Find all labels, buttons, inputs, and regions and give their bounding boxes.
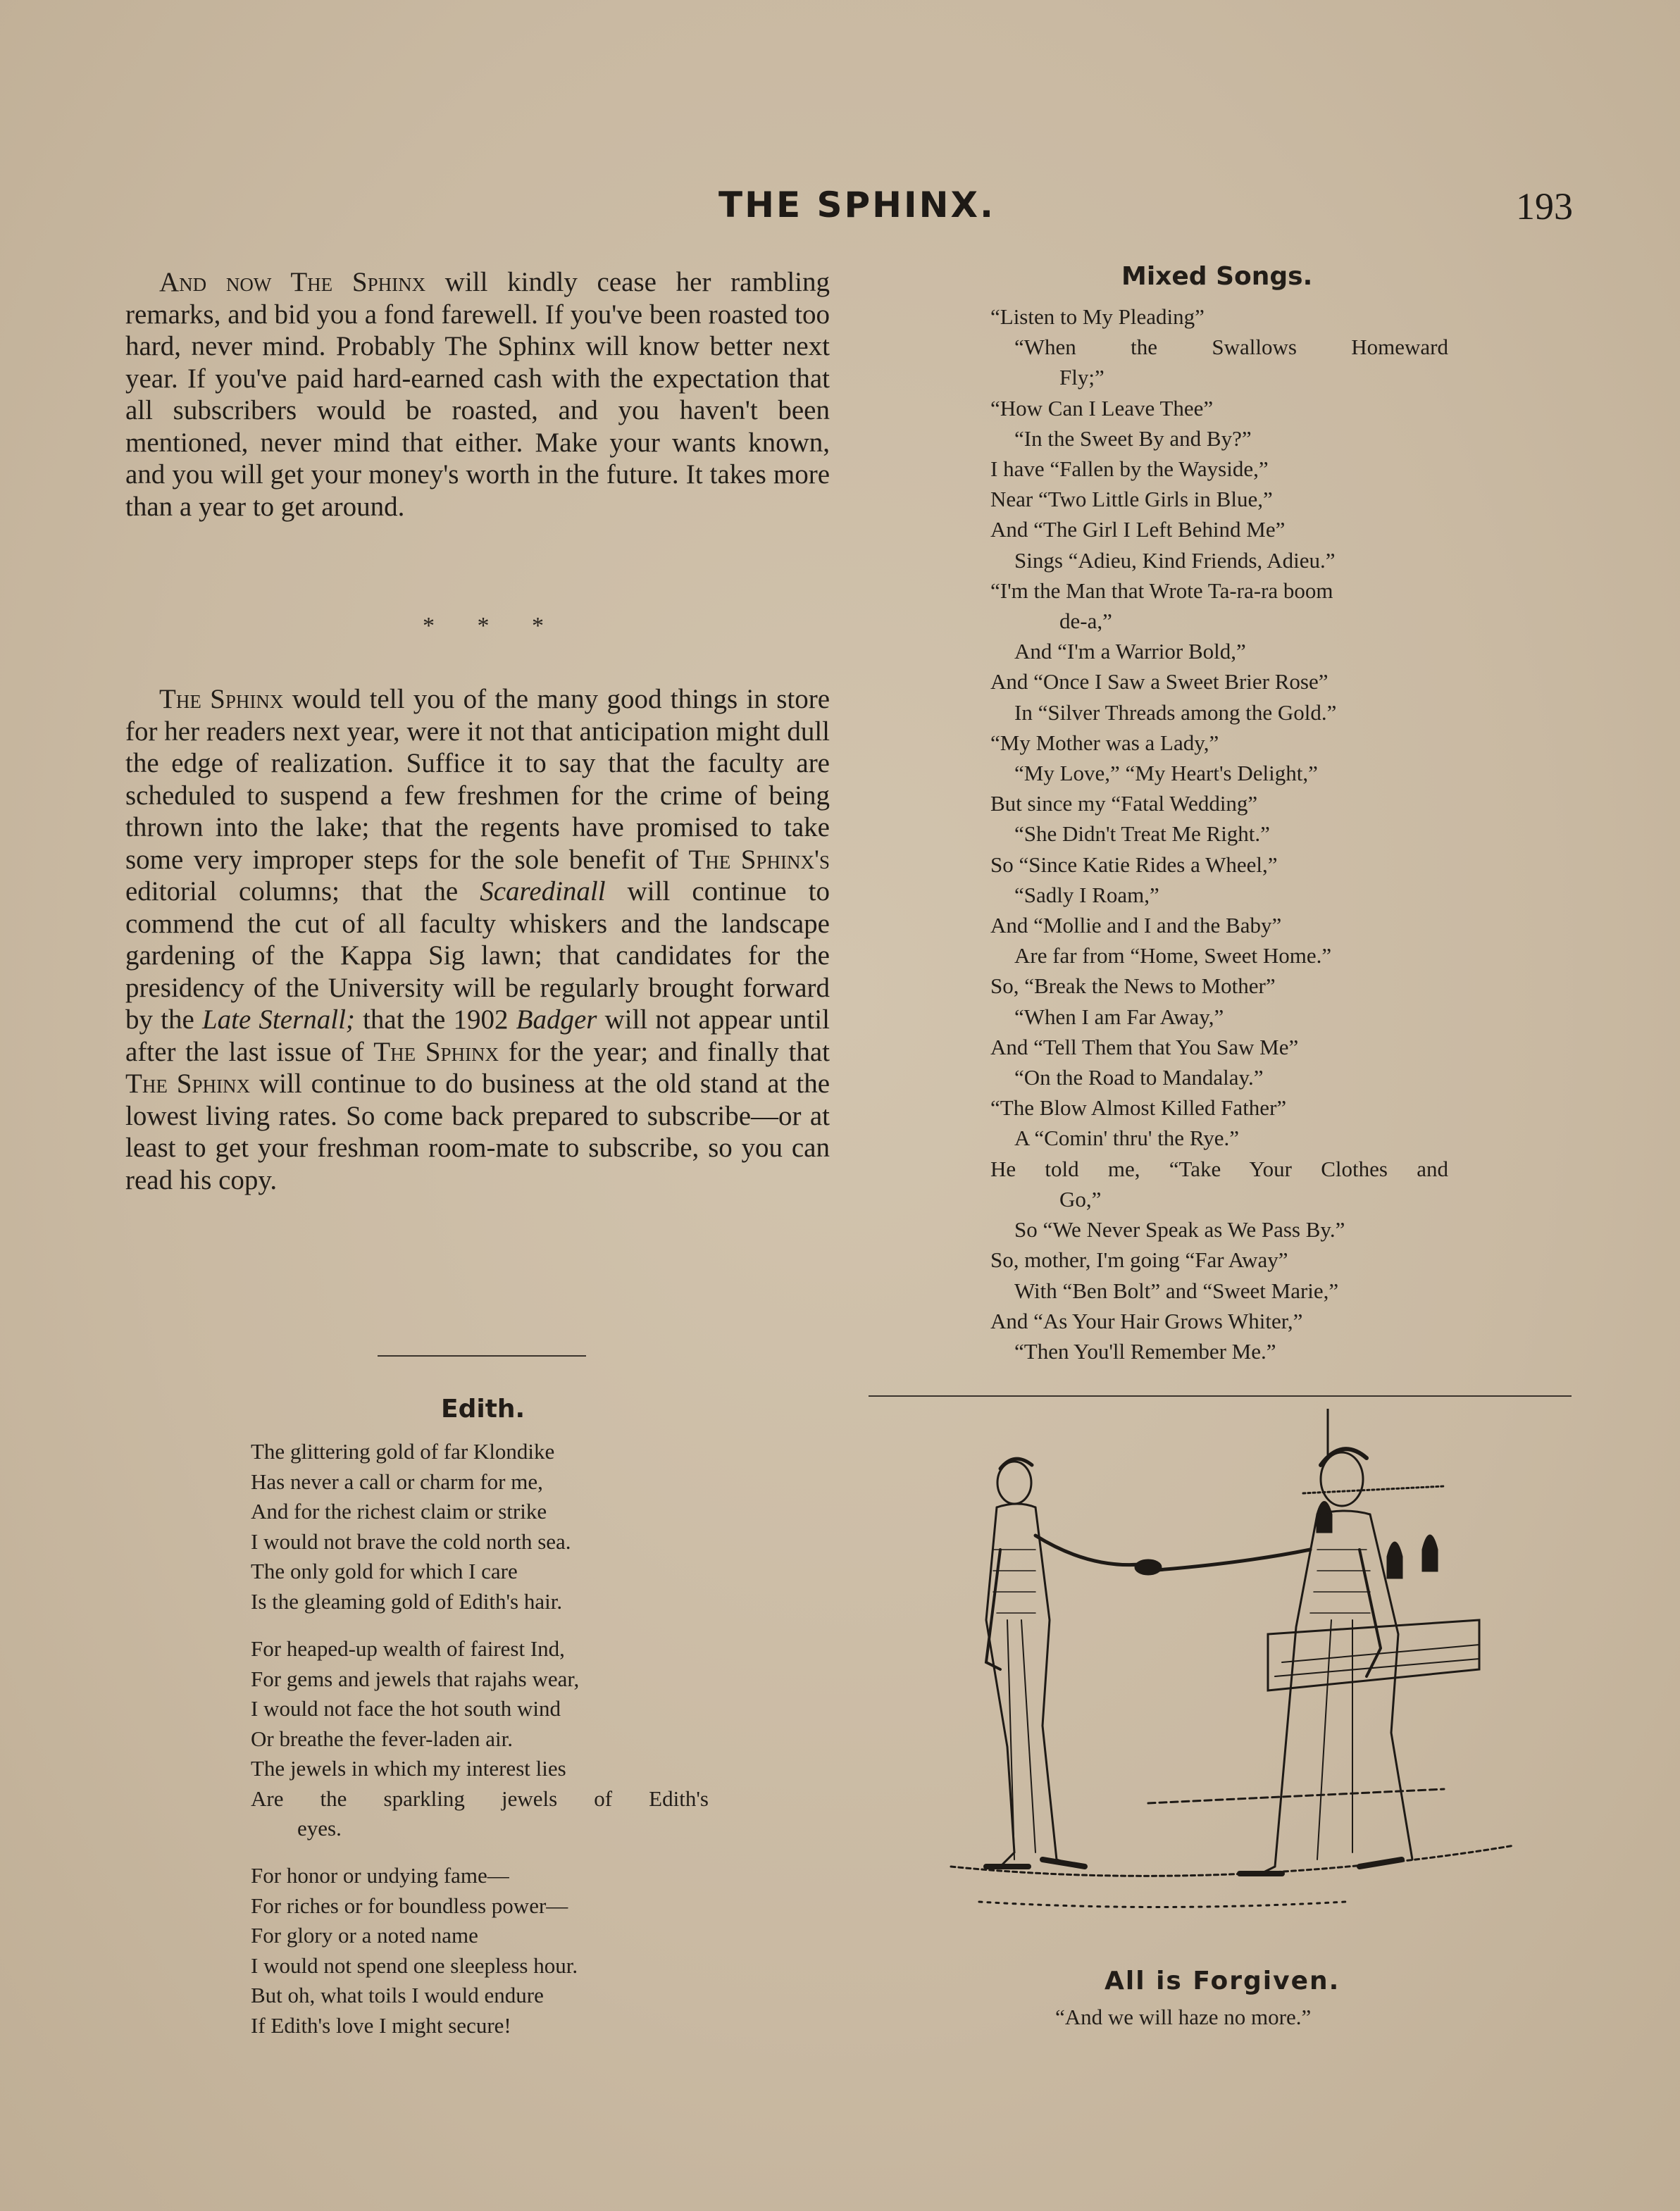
song-line: “The Blow Almost Killed Father” (990, 1095, 1287, 1121)
publication-name: Scaredinall (480, 876, 606, 907)
song-line: “Listen to My Pleading” (990, 304, 1205, 329)
song-line: So, mother, I'm going “Far Away” (990, 1247, 1288, 1273)
paragraph-text: for the year; and finally that (499, 1036, 830, 1067)
song-line: And “The Girl I Left Behind Me” (990, 517, 1286, 542)
poem-line: The only gold for which I care (251, 1559, 518, 1583)
song-line: And “Tell Them that You Saw Me” (990, 1034, 1299, 1059)
poem-line: The jewels in which my interest lies (251, 1756, 566, 1781)
song-line: And “Mollie and I and the Baby” (990, 913, 1282, 938)
poem-line: Are the sparkling jewels of Edith's (251, 1786, 709, 1811)
paragraph-text: will not appear until after the last issue of (125, 1004, 830, 1067)
song-line: Are far from “Home, Sweet Home.” (1014, 943, 1332, 969)
song-line: “She Didn't Treat Me Right.” (1014, 821, 1270, 847)
sphinx-name: The Sphinx (125, 1069, 250, 1099)
poem-line: And for the richest claim or strike (251, 1499, 547, 1524)
song-line: “How Can I Leave Thee” (990, 395, 1214, 421)
paragraph-text: editorial columns; that the (125, 876, 480, 907)
paragraph-text: that the 1902 (354, 1004, 516, 1035)
page-title: THE SPHINX. (718, 185, 996, 225)
song-line: And “Once I Saw a Sweet Brier Rose” (990, 669, 1329, 695)
illustration-caption: All is Forgiven. (1105, 1967, 1340, 1995)
poem-line: But oh, what toils I would endure (251, 1983, 544, 2007)
song-line: “When the Swallows Homeward (1014, 335, 1448, 360)
poem-line: The glittering gold of far Klondike (251, 1439, 555, 1464)
paragraph-text: will kindly cease her rambling remarks, and bid you a fond farewell. If you've been roasted too hard, never mind. Probably The Sphinx will know better next year. If you've paid hard-earned cash with the expectation that all subscribers would be roasted, and you haven't been mentioned, never mind that either. Make your wants known, and you will get your money's worth in the future. It takes more than a year to get around. (125, 267, 830, 522)
poem-line: Or breathe the fever-laden air. (251, 1726, 514, 1751)
poem-line: eyes. (297, 1816, 342, 1841)
song-line: “On the Road to Mandalay.” (1014, 1065, 1264, 1090)
paragraph-lead: And now The Sphinx (159, 267, 426, 297)
song-line: “Then You'll Remember Me.” (1014, 1338, 1276, 1364)
farewell-paragraph (125, 266, 830, 523)
poem-stanza-1 (251, 1437, 744, 1617)
song-line: He told me, “Take Your Clothes and (990, 1156, 1448, 1181)
song-line: Sings “Adieu, Kind Friends, Adieu.” (1014, 547, 1336, 573)
poem-line: For glory or a noted name (251, 1923, 478, 1948)
song-line: de-a,” (1059, 609, 1112, 634)
song-line: So, “Break the News to Mother” (990, 973, 1276, 999)
page-number: 193 (1516, 185, 1573, 228)
handshake-engraving-icon (937, 1409, 1536, 1958)
song-line: In “Silver Threads among the Gold.” (1014, 699, 1337, 725)
poem-line: For gems and jewels that rajahs wear, (251, 1666, 580, 1691)
next-year-paragraph (125, 683, 830, 1196)
paragraph-text: will continue to do business at the old stand at the lowest living rates. So come back prepared to subscribe—or at least to get your freshman room-mate to subscribe, so you can read his copy. (125, 1069, 830, 1195)
poem-stanza-2 (251, 1634, 744, 1844)
song-line: “My Mother was a Lady,” (990, 730, 1219, 755)
poem-stanza-3 (251, 1861, 744, 2041)
divider (378, 1355, 586, 1357)
song-line: And “I'm a Warrior Bold,” (1014, 639, 1246, 664)
poem-line: Has never a call or charm for me, (251, 1469, 543, 1494)
illustration-subcaption: “And we will haze no more.” (1055, 2005, 1312, 2029)
song-line: With “Ben Bolt” and “Sweet Marie,” (1014, 1278, 1339, 1303)
song-line: And “As Your Hair Grows Whiter,” (990, 1308, 1303, 1333)
poem-line: Is the gleaming gold of Edith's hair. (251, 1588, 563, 1614)
poem-line: For honor or undying fame— (251, 1863, 509, 1888)
songs-list (990, 301, 1448, 1366)
song-line: So “Since Katie Rides a Wheel,” (990, 852, 1278, 877)
divider (869, 1395, 1572, 1397)
poem-line: I would not face the hot south wind (251, 1696, 561, 1721)
song-line: “When I am Far Away,” (1014, 1004, 1224, 1029)
song-line: Near “Two Little Girls in Blue,” (990, 487, 1273, 512)
section-separator: * * * (423, 613, 562, 639)
publication-name: Late Sternall; (201, 1004, 355, 1035)
song-line: But since my “Fatal Wedding” (990, 791, 1258, 816)
song-line: “My Love,” “My Heart's Delight,” (1014, 761, 1318, 786)
song-line: So “We Never Speak as We Pass By.” (1014, 1217, 1345, 1242)
song-line: Go,” (1059, 1186, 1102, 1212)
poem-line: I would not spend one sleepless hour. (251, 1952, 578, 1978)
songs-title: Mixed Songs. (1121, 262, 1313, 291)
poem-line: If Edith's love I might secure! (251, 2012, 511, 2038)
song-line: A “Comin' thru' the Rye.” (1014, 1126, 1240, 1151)
poem-line: I would not brave the cold north sea. (251, 1528, 571, 1554)
poem-title: Edith. (441, 1395, 525, 1424)
song-line: “In the Sweet By and By?” (1014, 425, 1252, 451)
song-line: I have “Fallen by the Wayside,” (990, 456, 1269, 482)
song-line: Fly;” (1059, 365, 1105, 390)
paragraph-lead: The Sphinx (159, 684, 284, 714)
publication-name: Badger (516, 1004, 597, 1035)
sphinx-name: The Sphinx's (688, 844, 830, 875)
sphinx-name: The Sphinx (373, 1036, 499, 1067)
poem-line: For heaped-up wealth of fairest Ind, (251, 1636, 565, 1661)
song-line: “Sadly I Roam,” (1014, 882, 1159, 907)
paragraph-text: would tell you of the many good things in store for her readers next year, were it not that anticipation might dull the edge of realization. Suffice it to say that the faculty are scheduled to suspend a few freshmen for the crime of being thrown into the lake; that the regents have promised to take some very improper steps for the sole benefit of (125, 684, 830, 875)
paragraph-text: will continue to commend the cut of all faculty whiskers and the landscape gardening of the Kappa Sig lawn; that candidates for the presidency of the University will be regularly brought forward by the (125, 876, 830, 1035)
poem-line: For riches or for boundless power— (251, 1893, 568, 1918)
song-line: “I'm the Man that Wrote Ta-ra-ra boom (990, 578, 1333, 603)
